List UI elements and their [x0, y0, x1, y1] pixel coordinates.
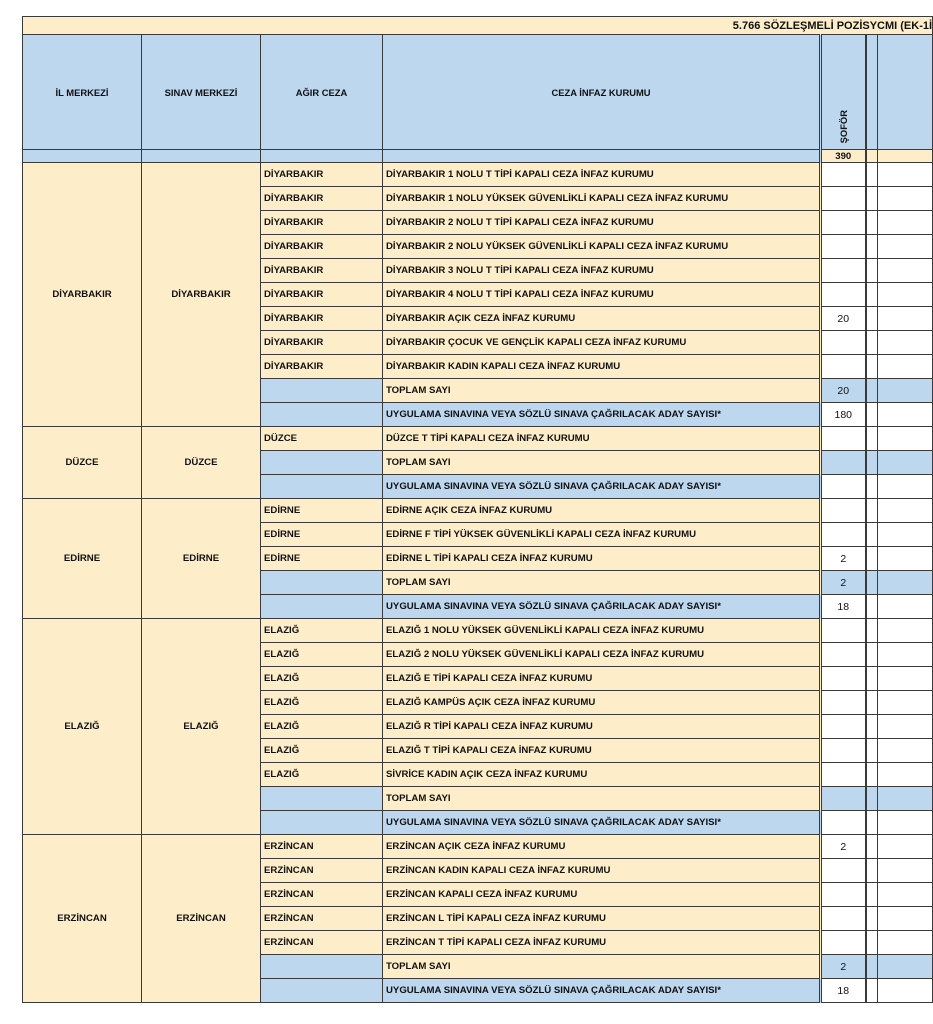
agir-ceza-cell	[261, 379, 383, 403]
agir-ceza-cell	[261, 811, 383, 835]
sofor-cell	[821, 331, 866, 355]
extra-cell	[866, 763, 878, 787]
il-merkezi-cell: ELAZIĞ	[23, 619, 142, 835]
header-ceza-infaz-kurumu: CEZA İNFAZ KURUMU	[383, 35, 821, 150]
extra-cell	[866, 283, 878, 307]
extra-cell-2	[878, 355, 933, 379]
sofor-cell	[821, 931, 866, 955]
agir-ceza-cell: DİYARBAKIR	[261, 163, 383, 187]
aday-label: UYGULAMA SINAVINA VEYA SÖZLÜ SINAVA ÇAĞRILACAK ADAY SAYISI*	[383, 595, 821, 619]
aday-label: UYGULAMA SINAVINA VEYA SÖZLÜ SINAVA ÇAĞRILACAK ADAY SAYISI*	[383, 475, 821, 499]
kurum-cell: DİYARBAKIR AÇIK CEZA İNFAZ KURUMU	[383, 307, 821, 331]
extra-cell	[866, 523, 878, 547]
agir-ceza-cell: DÜZCE	[261, 427, 383, 451]
sofor-cell	[821, 499, 866, 523]
header-extra-column-2	[878, 35, 933, 150]
extra-cell	[866, 787, 878, 811]
extra-cell	[866, 355, 878, 379]
kurum-cell: ERZİNCAN KAPALI CEZA İNFAZ KURUMU	[383, 883, 821, 907]
header-agir-ceza: AĞIR CEZA	[261, 35, 383, 150]
extra-cell	[866, 211, 878, 235]
sofor-cell	[821, 859, 866, 883]
agir-ceza-cell: ELAZIĞ	[261, 715, 383, 739]
extra-cell-2	[878, 211, 933, 235]
agir-ceza-cell: ELAZIĞ	[261, 763, 383, 787]
extra-cell	[866, 259, 878, 283]
sofor-cell	[821, 235, 866, 259]
extra-cell	[866, 691, 878, 715]
extra-cell	[866, 403, 878, 427]
agir-ceza-cell: ERZİNCAN	[261, 931, 383, 955]
aday-label: UYGULAMA SINAVINA VEYA SÖZLÜ SINAVA ÇAĞRILACAK ADAY SAYISI*	[383, 811, 821, 835]
sofor-cell	[821, 187, 866, 211]
table-row	[23, 499, 933, 523]
il-merkezi-cell: EDİRNE	[23, 499, 142, 619]
sinav-merkezi-cell: ELAZIĞ	[142, 619, 261, 835]
extra-cell-2	[878, 979, 933, 1003]
sinav-merkezi-cell: DÜZCE	[142, 427, 261, 499]
agir-ceza-cell	[261, 451, 383, 475]
agir-ceza-cell: ELAZIĞ	[261, 667, 383, 691]
sofor-total: 390	[821, 150, 866, 163]
extra-cell	[866, 931, 878, 955]
toplam-value: 2	[821, 955, 866, 979]
extra-cell	[866, 811, 878, 835]
extra-cell-2	[878, 859, 933, 883]
sofor-cell	[821, 667, 866, 691]
extra-cell	[866, 619, 878, 643]
kurum-cell: DİYARBAKIR 2 NOLU YÜKSEK GÜVENLİKLİ KAPALI CEZA İNFAZ KURUMU	[383, 235, 821, 259]
agir-ceza-cell	[261, 595, 383, 619]
extra-cell-2	[878, 787, 933, 811]
agir-ceza-cell: ERZİNCAN	[261, 835, 383, 859]
extra-cell-2	[878, 931, 933, 955]
toplam-value: 2	[821, 571, 866, 595]
extra-cell	[866, 979, 878, 1003]
subheader-cell	[383, 150, 821, 163]
extra-cell	[866, 715, 878, 739]
extra-cell-2	[878, 715, 933, 739]
kurum-cell: DİYARBAKIR 3 NOLU T TİPİ KAPALI CEZA İNFAZ KURUMU	[383, 259, 821, 283]
kurum-cell: ELAZIĞ R TİPİ KAPALI CEZA İNFAZ KURUMU	[383, 715, 821, 739]
subheader-cell	[261, 150, 383, 163]
agir-ceza-cell: EDİRNE	[261, 523, 383, 547]
extra-cell	[866, 667, 878, 691]
extra-cell	[866, 571, 878, 595]
il-merkezi-cell: DİYARBAKIR	[23, 163, 142, 427]
extra-cell	[866, 859, 878, 883]
sofor-cell	[821, 283, 866, 307]
agir-ceza-cell: DİYARBAKIR	[261, 355, 383, 379]
subheader-cell	[878, 150, 933, 163]
extra-cell-2	[878, 403, 933, 427]
kurum-cell: EDİRNE AÇIK CEZA İNFAZ KURUMU	[383, 499, 821, 523]
table-title	[23, 17, 933, 35]
toplam-label: TOPLAM SAYI	[383, 787, 821, 811]
spreadsheet-viewport	[22, 16, 933, 1003]
sofor-cell	[821, 739, 866, 763]
extra-cell-2	[878, 547, 933, 571]
header-extra-column	[866, 35, 878, 150]
aday-label: UYGULAMA SINAVINA VEYA SÖZLÜ SINAVA ÇAĞRILACAK ADAY SAYISI*	[383, 403, 821, 427]
aday-value: 18	[821, 979, 866, 1003]
table-row	[23, 619, 933, 643]
sofor-cell	[821, 523, 866, 547]
kurum-cell: DİYARBAKIR 1 NOLU YÜKSEK GÜVENLİKLİ KAPALI CEZA İNFAZ KURUMU	[383, 187, 821, 211]
extra-cell	[866, 331, 878, 355]
extra-cell	[866, 955, 878, 979]
agir-ceza-cell: ELAZIĞ	[261, 619, 383, 643]
kurum-cell: ELAZIĞ E TİPİ KAPALI CEZA İNFAZ KURUMU	[383, 667, 821, 691]
agir-ceza-cell: ELAZIĞ	[261, 691, 383, 715]
extra-cell-2	[878, 883, 933, 907]
kurum-cell: DİYARBAKIR 2 NOLU T TİPİ KAPALI CEZA İNFAZ KURUMU	[383, 211, 821, 235]
extra-cell	[866, 475, 878, 499]
extra-cell	[866, 379, 878, 403]
toplam-label: TOPLAM SAYI	[383, 571, 821, 595]
kurum-cell: ERZİNCAN KADIN KAPALI CEZA İNFAZ KURUMU	[383, 859, 821, 883]
extra-cell	[866, 739, 878, 763]
extra-cell	[866, 427, 878, 451]
sinav-merkezi-cell: EDİRNE	[142, 499, 261, 619]
extra-cell	[866, 499, 878, 523]
header-sofor-label: ŞOFÖR	[837, 109, 849, 143]
kurum-cell: ELAZIĞ 1 NOLU YÜKSEK GÜVENLİKLİ KAPALI CEZA İNFAZ KURUMU	[383, 619, 821, 643]
header-il-merkezi: İL MERKEZİ	[23, 35, 142, 150]
agir-ceza-cell: EDİRNE	[261, 547, 383, 571]
extra-cell-2	[878, 331, 933, 355]
extra-cell-2	[878, 499, 933, 523]
position-table	[22, 16, 933, 1003]
extra-cell-2	[878, 835, 933, 859]
extra-cell-2	[878, 451, 933, 475]
extra-cell-2	[878, 379, 933, 403]
sofor-cell: 2	[821, 835, 866, 859]
extra-cell-2	[878, 307, 933, 331]
sofor-cell	[821, 619, 866, 643]
agir-ceza-cell: DİYARBAKIR	[261, 283, 383, 307]
aday-value: 18	[821, 595, 866, 619]
extra-cell	[866, 547, 878, 571]
agir-ceza-cell: ERZİNCAN	[261, 859, 383, 883]
kurum-cell: ERZİNCAN AÇIK CEZA İNFAZ KURUMU	[383, 835, 821, 859]
extra-cell	[866, 643, 878, 667]
sinav-merkezi-cell: ERZİNCAN	[142, 835, 261, 1003]
extra-cell-2	[878, 811, 933, 835]
toplam-value: 20	[821, 379, 866, 403]
kurum-cell: DİYARBAKIR 1 NOLU T TİPİ KAPALI CEZA İNFAZ KURUMU	[383, 163, 821, 187]
sofor-cell	[821, 763, 866, 787]
extra-cell-2	[878, 235, 933, 259]
extra-cell	[866, 235, 878, 259]
il-merkezi-cell: ERZİNCAN	[23, 835, 142, 1003]
kurum-cell: EDİRNE F TİPİ YÜKSEK GÜVENLİKLİ KAPALI CEZA İNFAZ KURUMU	[383, 523, 821, 547]
sofor-cell	[821, 715, 866, 739]
agir-ceza-cell: ELAZIĞ	[261, 739, 383, 763]
agir-ceza-cell: DİYARBAKIR	[261, 235, 383, 259]
extra-cell-2	[878, 691, 933, 715]
extra-cell-2	[878, 475, 933, 499]
extra-cell-2	[878, 763, 933, 787]
extra-cell-2	[878, 571, 933, 595]
extra-cell-2	[878, 955, 933, 979]
subheader-cell	[142, 150, 261, 163]
extra-cell	[866, 163, 878, 187]
toplam-value	[821, 451, 866, 475]
toplam-value	[821, 787, 866, 811]
kurum-cell: EDİRNE L TİPİ KAPALI CEZA İNFAZ KURUMU	[383, 547, 821, 571]
sofor-cell	[821, 907, 866, 931]
agir-ceza-cell	[261, 955, 383, 979]
agir-ceza-cell: DİYARBAKIR	[261, 211, 383, 235]
il-merkezi-cell: DÜZCE	[23, 427, 142, 499]
agir-ceza-cell: DİYARBAKIR	[261, 307, 383, 331]
agir-ceza-cell	[261, 979, 383, 1003]
kurum-cell: ELAZIĞ T TİPİ KAPALI CEZA İNFAZ KURUMU	[383, 739, 821, 763]
table-row	[23, 835, 933, 859]
kurum-cell: DİYARBAKIR KADIN KAPALI CEZA İNFAZ KURUMU	[383, 355, 821, 379]
sofor-cell: 2	[821, 547, 866, 571]
extra-cell	[866, 187, 878, 211]
sofor-cell	[821, 427, 866, 451]
kurum-cell: ERZİNCAN L TİPİ KAPALI CEZA İNFAZ KURUMU	[383, 907, 821, 931]
aday-value	[821, 811, 866, 835]
sofor-cell	[821, 163, 866, 187]
kurum-cell: ERZİNCAN T TİPİ KAPALI CEZA İNFAZ KURUMU	[383, 931, 821, 955]
header-sinav-merkezi: SINAV MERKEZİ	[142, 35, 261, 150]
extra-cell-2	[878, 667, 933, 691]
agir-ceza-cell: DİYARBAKIR	[261, 331, 383, 355]
extra-cell	[866, 451, 878, 475]
extra-cell-2	[878, 187, 933, 211]
header-sofor	[821, 35, 866, 150]
agir-ceza-cell: ERZİNCAN	[261, 883, 383, 907]
agir-ceza-cell	[261, 403, 383, 427]
agir-ceza-cell: DİYARBAKIR	[261, 187, 383, 211]
sinav-merkezi-cell: DİYARBAKIR	[142, 163, 261, 427]
agir-ceza-cell: DİYARBAKIR	[261, 259, 383, 283]
extra-cell	[866, 883, 878, 907]
extra-cell	[866, 307, 878, 331]
kurum-cell: ELAZIĞ 2 NOLU YÜKSEK GÜVENLİKLİ KAPALI CEZA İNFAZ KURUMU	[383, 643, 821, 667]
sofor-cell	[821, 883, 866, 907]
agir-ceza-cell	[261, 787, 383, 811]
kurum-cell: SİVRİCE KADIN AÇIK CEZA İNFAZ KURUMU	[383, 763, 821, 787]
sofor-cell	[821, 691, 866, 715]
aday-value: 180	[821, 403, 866, 427]
toplam-label: TOPLAM SAYI	[383, 379, 821, 403]
sofor-cell	[821, 355, 866, 379]
extra-cell-2	[878, 619, 933, 643]
kurum-cell: DİYARBAKIR ÇOCUK VE GENÇLİK KAPALI CEZA İNFAZ KURUMU	[383, 331, 821, 355]
extra-cell-2	[878, 523, 933, 547]
extra-cell-2	[878, 163, 933, 187]
table-row	[23, 163, 933, 187]
table-row	[23, 427, 933, 451]
kurum-cell: DÜZCE T TİPİ KAPALI CEZA İNFAZ KURUMU	[383, 427, 821, 451]
kurum-cell: DİYARBAKIR 4 NOLU T TİPİ KAPALI CEZA İNFAZ KURUMU	[383, 283, 821, 307]
agir-ceza-cell: EDİRNE	[261, 499, 383, 523]
sofor-cell: 20	[821, 307, 866, 331]
aday-value	[821, 475, 866, 499]
extra-cell	[866, 907, 878, 931]
extra-cell	[866, 595, 878, 619]
extra-cell-2	[878, 739, 933, 763]
extra-cell-2	[878, 427, 933, 451]
extra-cell-2	[878, 643, 933, 667]
extra-cell-2	[878, 595, 933, 619]
sofor-cell	[821, 211, 866, 235]
extra-cell-2	[878, 259, 933, 283]
agir-ceza-cell: ELAZIĞ	[261, 643, 383, 667]
sofor-cell	[821, 259, 866, 283]
toplam-label: TOPLAM SAYI	[383, 955, 821, 979]
extra-cell-2	[878, 283, 933, 307]
aday-label: UYGULAMA SINAVINA VEYA SÖZLÜ SINAVA ÇAĞRILACAK ADAY SAYISI*	[383, 979, 821, 1003]
toplam-label: TOPLAM SAYI	[383, 451, 821, 475]
kurum-cell: ELAZIĞ KAMPÜS AÇIK CEZA İNFAZ KURUMU	[383, 691, 821, 715]
subheader-cell	[23, 150, 142, 163]
subheader-cell	[866, 150, 878, 163]
agir-ceza-cell: ERZİNCAN	[261, 907, 383, 931]
sofor-cell	[821, 643, 866, 667]
extra-cell	[866, 835, 878, 859]
agir-ceza-cell	[261, 571, 383, 595]
table-title-text: 5.766 SÖZLEŞMELİ POZİSYCMI (EK-1İ	[732, 19, 933, 32]
extra-cell-2	[878, 907, 933, 931]
agir-ceza-cell	[261, 475, 383, 499]
